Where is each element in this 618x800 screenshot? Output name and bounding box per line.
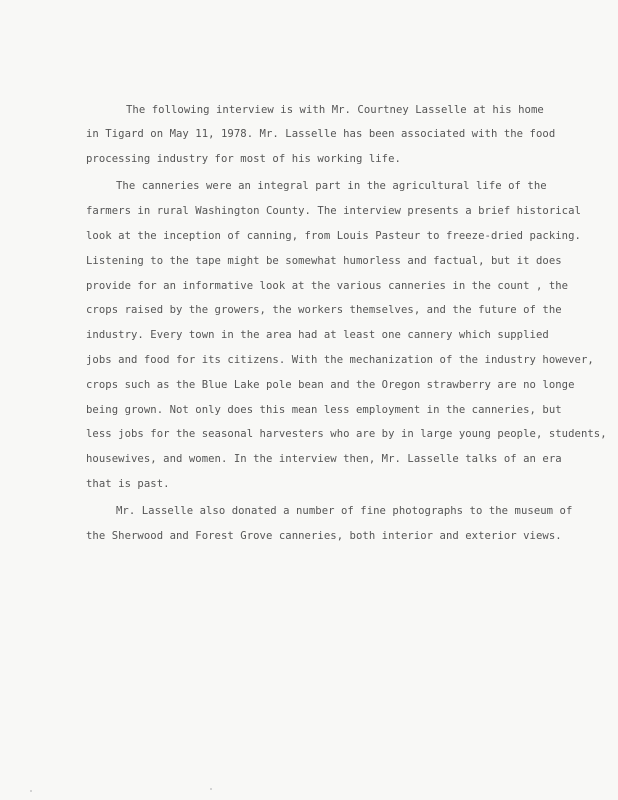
text-line: in Tigard on May 11, 1978. Mr. Lasselle has been associated with the food <box>86 128 556 140</box>
text-line: look at the inception of canning, from Louis Pasteur to freeze-dried packing. <box>86 230 581 242</box>
text-line: crops raised by the growers, the workers themselves, and the future of the <box>86 304 562 316</box>
text-line: that is past. <box>86 478 170 490</box>
text-line: less jobs for the seasonal harvesters who are by in large young people, students, <box>86 428 607 440</box>
text-line: industry. Every town in the area had at least one cannery which supplied <box>86 329 549 341</box>
text-line: the Sherwood and Forest Grove canneries, both interior and exterior views. <box>86 530 562 542</box>
text-line: being grown. Not only does this mean less employment in the canneries, but <box>86 404 562 416</box>
text-line: The canneries were an integral part in the agricultural life of the <box>116 180 547 192</box>
text-line: Mr. Lasselle also donated a number of fine photographs to the museum of <box>116 505 573 517</box>
text-line: housewives, and women. In the interview then, Mr. Lasselle talks of an era <box>86 453 562 465</box>
text-line: farmers in rural Washington County. The interview presents a brief historical <box>86 205 581 217</box>
text-line: crops such as the Blue Lake pole bean and the Oregon strawberry are no longe <box>86 379 575 391</box>
text-line: jobs and food for its citizens. With the mechanization of the industry however, <box>86 354 594 366</box>
text-line: provide for an informative look at the various canneries in the count , the <box>86 280 569 292</box>
text-line: processing industry for most of his working life. <box>86 153 401 165</box>
text-line: Listening to the tape might be somewhat humorless and factual, but it does <box>86 255 562 267</box>
scan-speck <box>30 790 32 792</box>
scan-speck <box>210 788 212 790</box>
text-line: The following interview is with Mr. Courtney Lasselle at his home <box>126 104 544 116</box>
